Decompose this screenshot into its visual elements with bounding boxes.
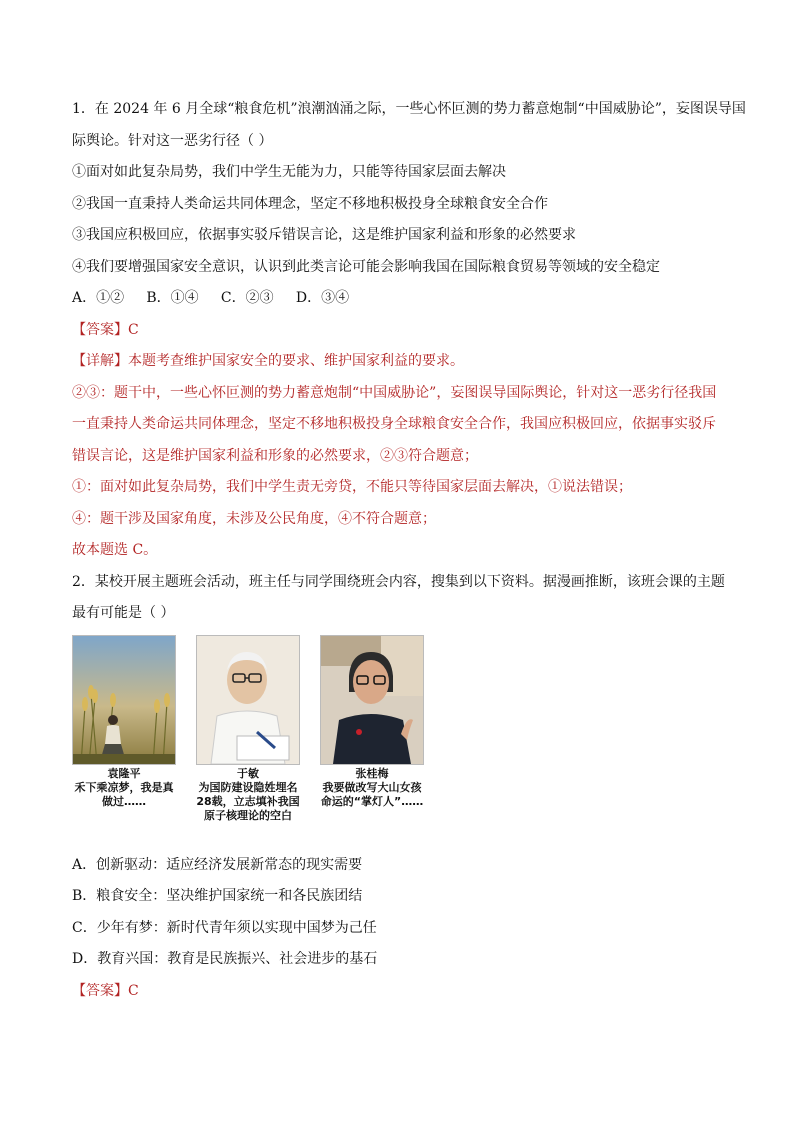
q2-option-b: B．粮食安全：坚决维护国家统一和各民族团结 [72,888,363,904]
comic-pictures [72,635,732,847]
picture-yu-min [196,635,300,823]
picture-caption [196,767,300,823]
q1-options: A．①② B．①④ C．②③ D．③④ [72,290,350,306]
q2-answer [72,981,732,1002]
picture-yuan-longping [72,635,176,809]
detail-line: 一直秉持人类命运共同体理念，坚定不移地积极投身全球粮食安全合作，我国应积极回应，依据事实驳斥 [72,416,716,432]
picture-caption [72,767,176,809]
portrait-illustration [197,636,299,764]
rice-field-illustration [73,636,175,764]
q1-stem [72,99,746,152]
answer-tag: 【答案】 [72,321,128,338]
q2-option-c: C．少年有梦：新时代青年须以实现中国梦为己任 [72,919,377,936]
q1-statement-4: ④我们要增强国家安全意识，认识到此类言论可能会影响我国在国际粮食贸易等领域的安全稳定 [72,258,660,275]
person-quote: 我要做改写大山女孩命运的“掌灯人”…… [320,780,424,808]
q2-stem-line2: 最有可能是（ ） [72,605,175,621]
q1-detail-para-1 [72,383,732,467]
portrait-illustration [321,636,423,764]
q2-option-a: A．创新驱动：适应经济发展新常态的现实需要 [72,856,363,873]
q1-detail-para-3: ④：题干涉及国家角度，未涉及公民角度，④不符合题意； [72,510,436,527]
q1-detail-para-2: ①：面对如此复杂局势，我们中学生责无旁贷，不能只等待国家层面去解决，①说法错误； [72,479,632,495]
detail-intro: 本题考查维护国家安全的要求、维护国家利益的要求。 [128,353,464,369]
picture-caption [320,767,424,809]
person-name: 于敏 [237,766,259,780]
detail-line: ②③：题干中，一些心怀叵测的势力蓄意炮制“中国威胁论”，妄图误导国际舆论，针对这一恶劣行径我国 [72,384,717,401]
q1-stem-line2: 际舆论。针对这一恶劣行径（ ） [72,132,273,149]
answer-value: C [128,321,139,338]
person-quote: 为国防建设隐姓埋名28载，立志填补我国原子核理论的空白 [196,780,300,822]
q1-stem-line1: 1．在 2024 年 6 月全球“粮食危机”浪潮汹涌之际，一些心怀叵测的势力蓄意炮制“中国威胁论”，妄图误导国 [72,101,746,117]
answer-value: C [128,982,139,999]
q1-statement-3: ③我国应积极回应，依据事实驳斥错误言论，这是维护国家利益和形象的必然要求 [72,227,576,243]
q1-statement-1: ①面对如此复杂局势，我们中学生无能为力，只能等待国家层面去解决 [72,164,506,180]
content [72,99,746,1012]
detail-tag: 【详解】 [72,353,128,369]
person-name: 袁隆平 [107,766,141,780]
detail-line: 错误言论，这是维护国家利益和形象的必然要求，②③符合题意； [72,447,478,464]
portrait-image [196,635,300,765]
person-name: 张桂梅 [355,766,389,780]
portrait-image [320,635,424,765]
person-quote: 禾下乘凉梦，我是真做过…… [74,780,174,808]
q1-statement-2: ②我国一直秉持人类命运共同体理念，坚定不移地积极投身全球粮食安全合作 [72,195,548,212]
q2-option-d: D．教育兴国：教育是民族振兴、社会进步的基石 [72,951,378,967]
answer-tag: 【答案】 [72,982,128,999]
q2-stem-line1: 2．某校开展主题班会活动，班主任与同学围绕班会内容，搜集到以下资料。据漫画推断，该班会课的主题 [72,573,725,590]
poster-image [72,635,176,765]
q1-detail [72,351,732,372]
picture-zhang-guimei [320,635,424,809]
q1-answer [72,320,732,341]
q2-stem [72,572,732,625]
q1-conclusion: 故本题选 C。 [72,542,158,558]
